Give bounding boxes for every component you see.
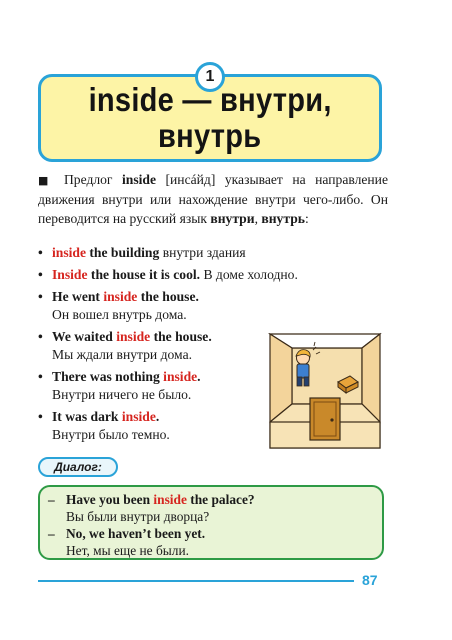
- dialog-label: Диалог:: [38, 457, 118, 477]
- example-en-post: the house it is cool.: [87, 267, 201, 282]
- intro-comma: ,: [254, 211, 262, 226]
- example-en-pre: We waited: [52, 329, 117, 344]
- example-en-post: the building: [86, 245, 160, 260]
- dash-icon: –: [48, 526, 55, 541]
- dialog-en-post: the palace?: [186, 492, 255, 507]
- boy-body: [297, 364, 309, 378]
- dialog-en-pre: Have you been: [66, 492, 154, 507]
- example-ru: внутри здания: [159, 245, 246, 260]
- example-ru: Он вошел внутрь дома.: [52, 307, 187, 322]
- footer-divider: [38, 580, 354, 582]
- bullet-icon: •: [38, 245, 43, 260]
- title-line-1: inside — внутри,: [88, 81, 332, 118]
- example-ru: Внутри ничего не было.: [52, 387, 192, 402]
- example-item: [38, 288, 368, 324]
- intro-paragraph: [38, 170, 388, 228]
- intro-text-2: [инсáйд] указывает на направление движения внутри или нахождение внутри чего-либо. Он переводится на русский язык: [38, 172, 388, 226]
- dash-icon: –: [48, 492, 55, 507]
- dialog-line: [48, 525, 374, 559]
- example-item: [38, 266, 368, 284]
- example-en-pre: There was nothing: [52, 369, 164, 384]
- intro-text-1: Предлог: [54, 172, 123, 187]
- bullet-icon: •: [38, 289, 43, 304]
- dialog-ru: Вы были внутри дворца?: [66, 509, 210, 524]
- example-en-post: .: [155, 409, 160, 424]
- example-item: [38, 244, 368, 262]
- example-keyword: Inside: [52, 267, 88, 282]
- example-en-post: the house.: [137, 289, 199, 304]
- example-en-pre: He went: [52, 289, 104, 304]
- dialog-box: [38, 485, 384, 560]
- door-knob: [330, 418, 333, 421]
- boy-leg-left: [297, 377, 302, 386]
- bullet-icon: •: [38, 409, 43, 424]
- example-en-pre: It was dark: [52, 409, 122, 424]
- bullet-icon: •: [38, 369, 43, 384]
- example-keyword: inside: [163, 369, 198, 384]
- example-en-post: .: [197, 369, 201, 384]
- boy-leg-right: [304, 377, 309, 386]
- dialog-ru: Нет, мы еще не были.: [66, 543, 189, 558]
- page-number: 87: [362, 572, 378, 588]
- title-line-2: внутрь: [158, 117, 262, 154]
- example-ru: Внутри было темно.: [52, 427, 170, 442]
- intro-keyword: inside: [122, 172, 157, 187]
- bullet-icon: •: [38, 267, 43, 282]
- example-en-post: the house.: [150, 329, 212, 344]
- square-bullet-icon: ■: [38, 174, 55, 187]
- dialog-line: [48, 491, 374, 525]
- intro-translation-2: внутрь: [261, 211, 305, 226]
- example-keyword: inside: [116, 329, 151, 344]
- example-ru: Мы ждали внутри дома.: [52, 347, 192, 362]
- example-keyword: inside: [103, 289, 138, 304]
- example-ru: В доме холодно.: [200, 267, 298, 282]
- bullet-icon: •: [38, 329, 43, 344]
- boy-inside-room-illustration: [266, 326, 384, 450]
- dialog-keyword: inside: [153, 492, 187, 507]
- example-keyword: inside: [52, 245, 86, 260]
- dialog-en-pre: No, we haven’t been yet.: [66, 526, 206, 541]
- intro-translation-1: внутри: [210, 211, 255, 226]
- lesson-number-badge: 1: [195, 62, 225, 92]
- example-keyword: inside: [121, 409, 156, 424]
- intro-colon: :: [304, 211, 309, 226]
- title-box: [38, 68, 382, 162]
